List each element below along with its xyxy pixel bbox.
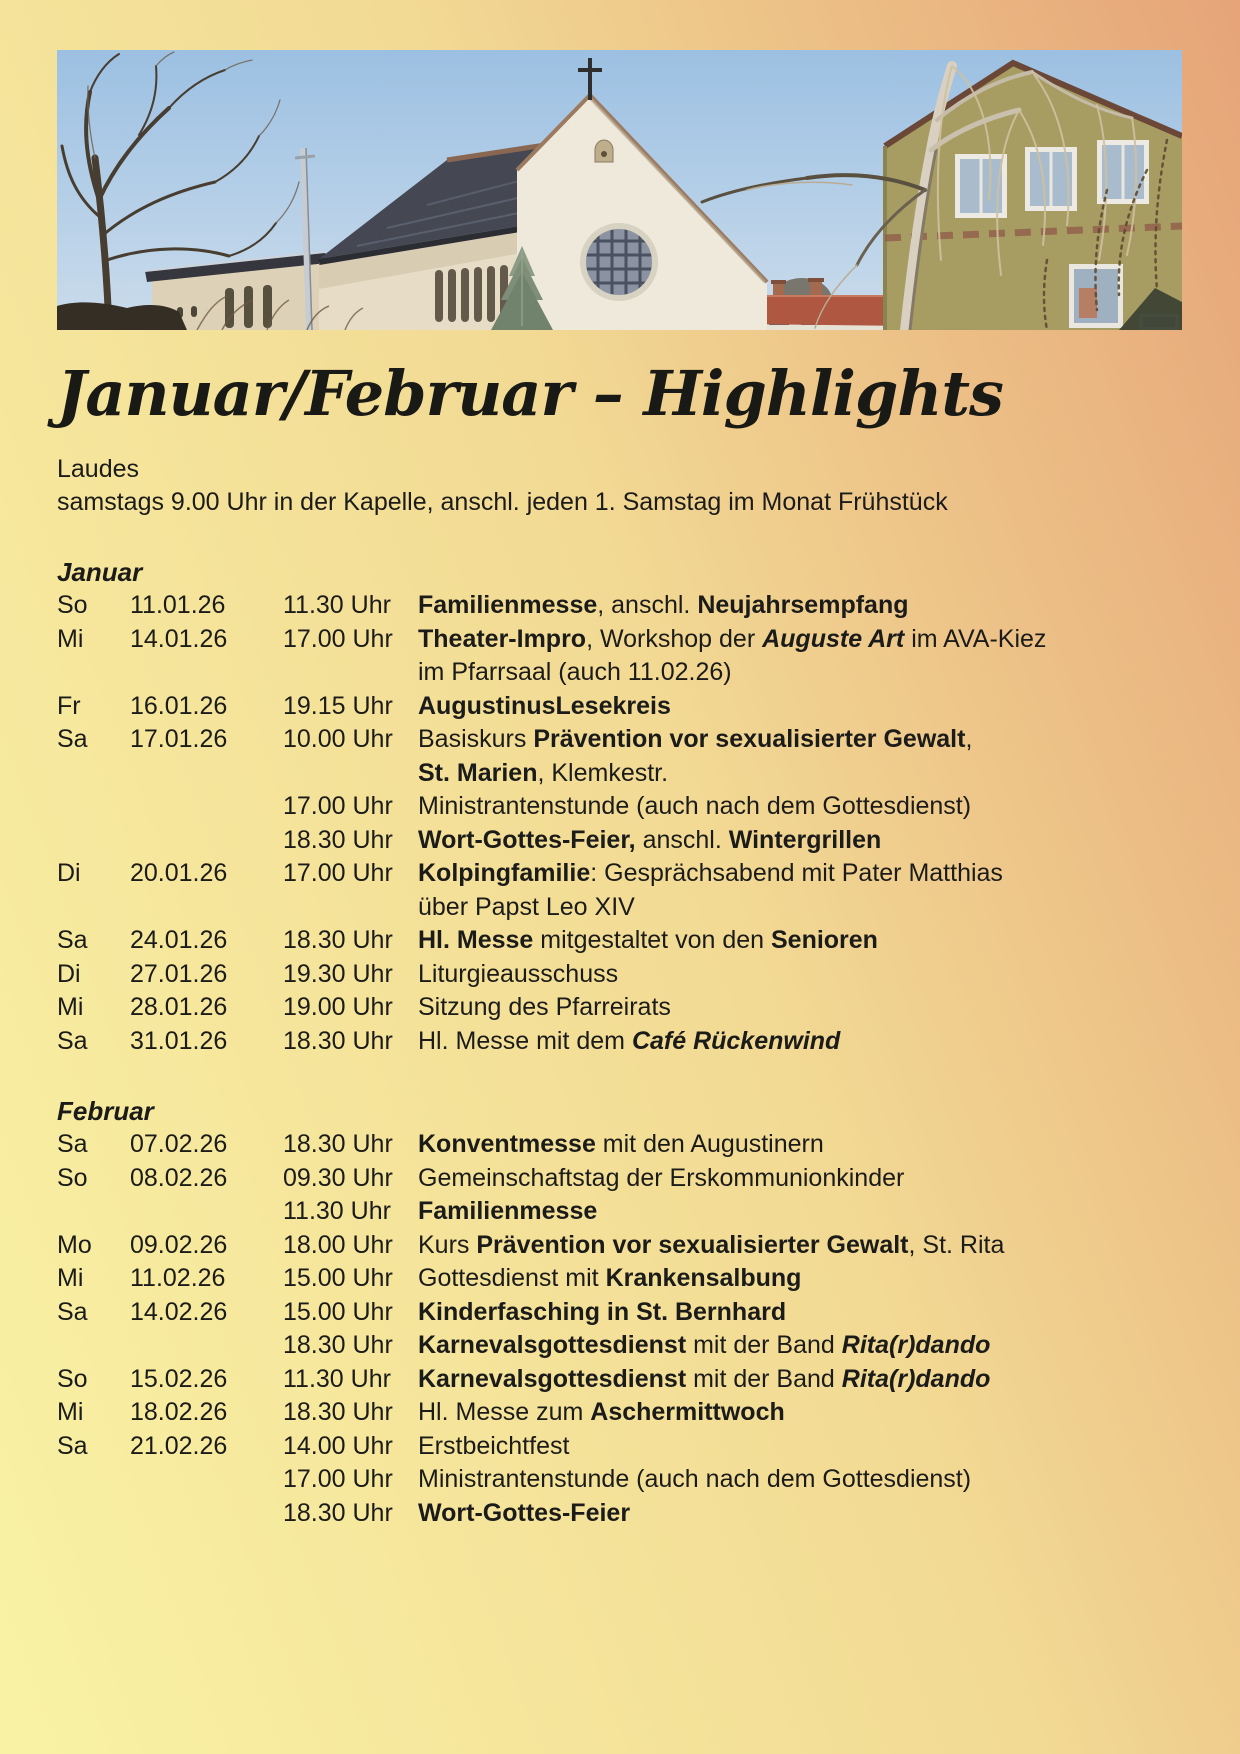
event-description [418, 723, 1182, 790]
text-segment: Familienmesse [418, 591, 598, 620]
event-time: 17.00 Uhr [283, 624, 393, 653]
text-segment: Kinderfasching in St. Bernhard [418, 1297, 787, 1326]
text-segment: , St. Rita [908, 1230, 1005, 1259]
event-row [57, 1430, 1182, 1464]
event-date: 11.02.26 [130, 1264, 226, 1293]
event-day [57, 1329, 130, 1363]
event-description [418, 824, 1182, 858]
event-day: Sa [57, 1297, 88, 1326]
text-segment: Theater-Impro [418, 624, 587, 653]
church-photo-illustration [57, 50, 1182, 330]
text-segment: Kolpingfamilie [418, 859, 591, 888]
event-date: 18.02.26 [130, 1398, 228, 1427]
event-description-line [418, 958, 1182, 992]
text-segment: Karnevalsgottesdienst [418, 1364, 687, 1393]
event-date: 07.02.26 [130, 1130, 228, 1159]
text-segment: Krankensalbung [605, 1264, 802, 1293]
event-day: Sa [57, 1431, 88, 1460]
event-description-line [418, 1296, 1182, 1330]
event-row [57, 991, 1182, 1025]
event-row [57, 1497, 1182, 1531]
event-row [57, 958, 1182, 992]
event-time: 09.30 Uhr [283, 1163, 393, 1192]
event-description [418, 857, 1182, 924]
event-day: Sa [57, 1130, 88, 1159]
text-segment: Neujahrsempfang [697, 591, 909, 620]
laudes-label: Laudes [57, 455, 140, 484]
event-day: Di [57, 959, 81, 988]
event-description [418, 1229, 1182, 1263]
event-description [418, 1396, 1182, 1430]
text-segment: Liturgieausschuss [418, 959, 619, 988]
text-segment: Wort-Gottes-Feier, [418, 825, 636, 854]
text-segment: anschl. [635, 825, 729, 854]
laudes-detail: samstags 9.00 Uhr in der Kapelle, anschl. jeden 1. Samstag im Monat Frühstück [57, 488, 948, 517]
event-time: 18.30 Uhr [283, 1130, 393, 1159]
event-row [57, 1396, 1182, 1430]
event-description [418, 958, 1182, 992]
event-date: 16.01.26 [130, 691, 228, 720]
event-time: 18.30 Uhr [283, 926, 393, 955]
event-day: Sa [57, 926, 88, 955]
event-description [418, 1195, 1182, 1229]
event-day [57, 790, 130, 824]
event-row [57, 857, 1182, 924]
event-description-line [418, 924, 1182, 958]
event-time: 18.30 Uhr [283, 1331, 393, 1360]
event-description [418, 790, 1182, 824]
event-row [57, 1195, 1182, 1229]
text-segment: Erstbeichtfest [418, 1431, 570, 1460]
event-description [418, 1329, 1182, 1363]
event-row [57, 1262, 1182, 1296]
event-description [418, 1025, 1182, 1059]
event-row [57, 824, 1182, 858]
event-time: 11.30 Uhr [283, 591, 391, 620]
event-time: 11.30 Uhr [283, 1197, 391, 1226]
event-row [57, 723, 1182, 790]
event-description [418, 1162, 1182, 1196]
event-description-line [418, 824, 1182, 858]
event-time: 18.30 Uhr [283, 1498, 393, 1527]
text-segment: im AVA-Kiez [904, 624, 1047, 653]
text-segment: mit der Band [686, 1331, 842, 1360]
event-date: 27.01.26 [130, 959, 228, 988]
event-description-line [418, 623, 1182, 657]
event-time: 18.30 Uhr [283, 1026, 393, 1055]
text-segment: mitgestaltet von den [533, 926, 771, 955]
event-description-line [418, 690, 1182, 724]
event-description [418, 690, 1182, 724]
text-segment: Prävention vor sexualisierter Gewalt [533, 725, 966, 754]
event-description [418, 623, 1182, 690]
event-description [418, 991, 1182, 1025]
event-description-line [418, 589, 1182, 623]
text-segment: St. Marien [418, 758, 538, 787]
event-description-line [418, 1162, 1182, 1196]
text-segment: Senioren [770, 926, 878, 955]
text-segment: Wort-Gottes-Feier [418, 1498, 631, 1527]
event-description-line [418, 857, 1182, 891]
event-date [130, 824, 283, 858]
text-segment: Auguste Art [762, 624, 905, 653]
event-row [57, 1363, 1182, 1397]
event-description [418, 1497, 1182, 1531]
event-time: 14.00 Uhr [283, 1431, 393, 1460]
event-description-line [418, 1363, 1182, 1397]
event-row [57, 623, 1182, 690]
events-list [57, 555, 1182, 1530]
event-day [57, 824, 130, 858]
event-description [418, 1262, 1182, 1296]
text-segment: AugustinusLesekreis [418, 691, 671, 720]
text-segment: Sitzung des Pfarreirats [418, 993, 671, 1022]
event-description [418, 1463, 1182, 1497]
laudes-note [57, 453, 1182, 519]
text-segment: : Gesprächsabend mit Pater Matthias [590, 859, 1003, 888]
event-date: 14.02.26 [130, 1297, 228, 1326]
event-day: So [57, 1163, 88, 1192]
text-segment: Aschermittwoch [590, 1398, 785, 1427]
event-time: 17.00 Uhr [283, 859, 393, 888]
event-description-line [418, 1128, 1182, 1162]
event-date: 31.01.26 [130, 1026, 228, 1055]
event-date: 24.01.26 [130, 926, 228, 955]
event-day: So [57, 591, 88, 620]
text-segment: Kurs [418, 1230, 477, 1259]
event-day: Fr [57, 691, 81, 720]
event-description [418, 924, 1182, 958]
month-section [57, 1094, 1182, 1530]
text-segment: Ministrantenstunde (auch nach dem Gottesdienst) [418, 792, 972, 821]
event-date: 17.01.26 [130, 725, 228, 754]
event-day [57, 1195, 130, 1229]
event-date [130, 1463, 283, 1497]
text-segment: Hl. Messe [418, 926, 534, 955]
event-day: Di [57, 859, 81, 888]
event-description [418, 1430, 1182, 1464]
event-date: 09.02.26 [130, 1230, 228, 1259]
text-segment: Wintergrillen [728, 825, 882, 854]
event-time: 19.00 Uhr [283, 993, 393, 1022]
text-segment: Hl. Messe zum [418, 1398, 591, 1427]
event-description-line [418, 891, 1182, 925]
event-description-line [418, 1229, 1182, 1263]
month-heading: Februar [57, 1096, 154, 1127]
event-row [57, 790, 1182, 824]
event-time: 15.00 Uhr [283, 1297, 393, 1326]
event-description [418, 1363, 1182, 1397]
event-date: 28.01.26 [130, 993, 228, 1022]
event-time: 19.15 Uhr [283, 691, 393, 720]
event-date [130, 1497, 283, 1531]
text-segment: Karnevalsgottesdienst [418, 1331, 687, 1360]
event-description-line [418, 723, 1182, 757]
text-segment: Rita(r)dando [841, 1364, 991, 1393]
event-day: Mi [57, 993, 84, 1022]
text-segment: Ministrantenstunde (auch nach dem Gottesdienst) [418, 1465, 972, 1494]
event-time: 10.00 Uhr [283, 725, 393, 754]
text-segment: Hl. Messe mit dem [418, 1026, 632, 1055]
month-section [57, 555, 1182, 1058]
text-segment: , Klemkestr. [537, 758, 669, 787]
event-day [57, 1497, 130, 1531]
event-time: 18.30 Uhr [283, 1398, 393, 1427]
event-row [57, 1162, 1182, 1196]
event-time: 15.00 Uhr [283, 1264, 393, 1293]
event-day: Sa [57, 725, 88, 754]
event-description-line [418, 1195, 1182, 1229]
text-segment: Familienmesse [418, 1197, 598, 1226]
church-photo [57, 50, 1182, 330]
event-date [130, 790, 283, 824]
event-description-line [418, 1396, 1182, 1430]
event-description-line [418, 757, 1182, 791]
event-row [57, 589, 1182, 623]
event-time: 11.30 Uhr [283, 1364, 391, 1393]
event-description-line [418, 1497, 1182, 1531]
text-segment: , Workshop der [586, 624, 763, 653]
event-description-line [418, 1463, 1182, 1497]
event-day [57, 1463, 130, 1497]
text-segment: im Pfarrsaal (auch 11.02.26) [418, 658, 732, 687]
event-description-line [418, 790, 1182, 824]
event-day: Mi [57, 624, 84, 653]
month-heading: Januar [57, 557, 143, 588]
event-row [57, 690, 1182, 724]
event-time: 17.00 Uhr [283, 1465, 393, 1494]
event-day: Mo [57, 1230, 92, 1259]
event-row [57, 1296, 1182, 1330]
event-date: 08.02.26 [130, 1163, 228, 1192]
text-segment: Gemeinschaftstag der Erskommunionkinder [418, 1163, 905, 1192]
event-time: 18.00 Uhr [283, 1230, 393, 1259]
event-row [57, 1329, 1182, 1363]
event-description-line [418, 656, 1182, 690]
event-row [57, 1025, 1182, 1059]
event-description-line [418, 1025, 1182, 1059]
event-row [57, 1463, 1182, 1497]
event-row [57, 1128, 1182, 1162]
event-date: 11.01.26 [130, 591, 226, 620]
event-time: 17.00 Uhr [283, 792, 393, 821]
text-segment: Rita(r)dando [841, 1331, 991, 1360]
event-date: 20.01.26 [130, 859, 228, 888]
event-date: 15.02.26 [130, 1364, 228, 1393]
text-segment: mit der Band [686, 1364, 842, 1393]
event-row [57, 1229, 1182, 1263]
page-title: Januar/Februar – Highlights [57, 357, 1003, 430]
event-description [418, 1128, 1182, 1162]
event-date [130, 1195, 283, 1229]
event-day: Mi [57, 1264, 84, 1293]
text-segment: mit den Augustinern [595, 1130, 824, 1159]
event-day: Sa [57, 1026, 88, 1055]
event-row [57, 924, 1182, 958]
event-date: 21.02.26 [130, 1431, 228, 1460]
event-description [418, 589, 1182, 623]
text-segment: , [965, 725, 973, 754]
event-date: 14.01.26 [130, 624, 228, 653]
text-segment: Gottesdienst mit [418, 1264, 606, 1293]
event-description-line [418, 1430, 1182, 1464]
event-date [130, 1329, 283, 1363]
event-description [418, 1296, 1182, 1330]
text-segment: Konventmesse [418, 1130, 596, 1159]
event-time: 18.30 Uhr [283, 825, 393, 854]
event-day: So [57, 1364, 88, 1393]
event-description-line [418, 1262, 1182, 1296]
event-description-line [418, 991, 1182, 1025]
event-time: 19.30 Uhr [283, 959, 393, 988]
text-segment: Basiskurs [418, 725, 534, 754]
event-description-line [418, 1329, 1182, 1363]
text-segment: über Papst Leo XIV [418, 892, 635, 921]
event-day: Mi [57, 1398, 84, 1427]
text-segment: Café Rückenwind [631, 1026, 841, 1055]
text-segment: , anschl. [597, 591, 698, 620]
text-segment: Prävention vor sexualisierter Gewalt [476, 1230, 909, 1259]
